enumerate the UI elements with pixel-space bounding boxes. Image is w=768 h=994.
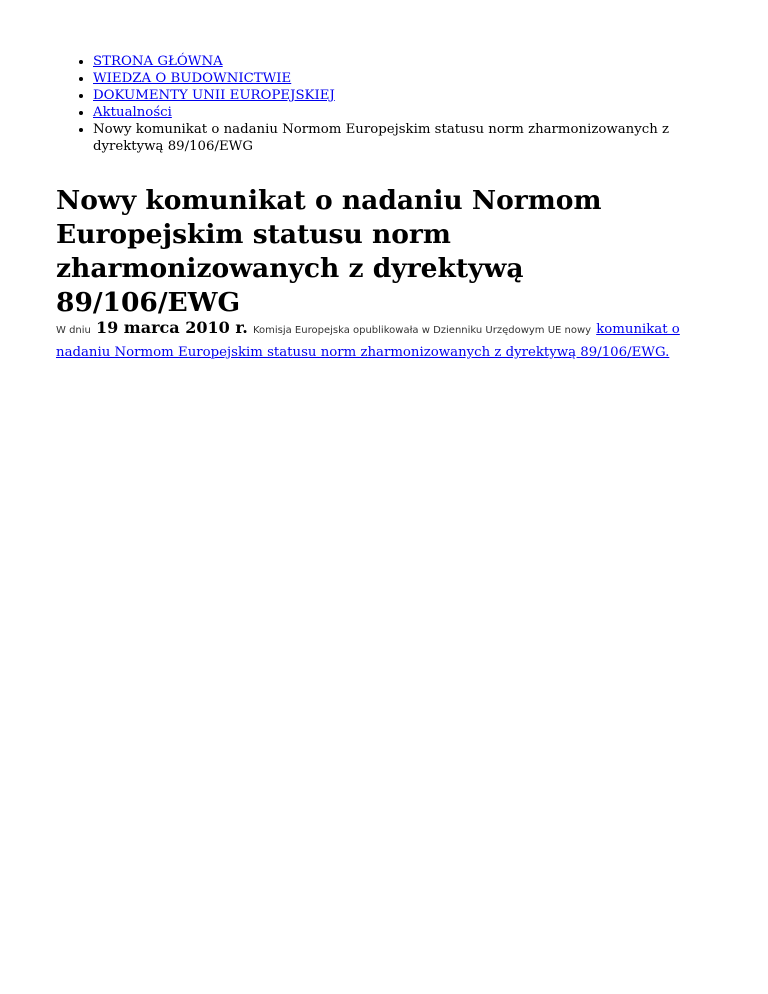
intro-middle: Komisja Europejska opublikowała w Dzienniku Urzędowym UE nowy [252, 325, 592, 336]
breadcrumb-link-news[interactable]: Aktualności [93, 105, 172, 120]
breadcrumb-current-label: Nowy komunikat o nadaniu Normom Europejskim statusu norm zharmonizowanych z dyrektywą 89/106/EWG [93, 122, 669, 154]
breadcrumb [56, 53, 716, 155]
intro-prefix: W dniu [56, 325, 91, 336]
breadcrumb-link-eu-documents[interactable]: DOKUMENTY UNII EUROPEJSKIEJ [93, 88, 335, 103]
page [56, 0, 716, 360]
breadcrumb-item-knowledge [93, 70, 716, 87]
breadcrumb-link-knowledge[interactable]: WIEDZA O BUDOWNICTWIE [93, 71, 292, 86]
publication-date: 19 marca 2010 r. [95, 318, 248, 337]
breadcrumb-item-current [93, 121, 716, 155]
page-title: Nowy komunikat o nadaniu Normom Europejskim statusu norm zharmonizowanych z dyrektywą 89/106/EWG [56, 185, 602, 318]
breadcrumb-item-eu-documents [93, 87, 716, 104]
breadcrumb-item-home [93, 53, 716, 70]
breadcrumb-item-news [93, 104, 716, 121]
communication-link[interactable]: komunikat o nadaniu Normom Europejskim statusu norm zharmonizowanych z dyrektywą 89/106/EWG. [56, 322, 680, 360]
breadcrumb-link-home[interactable]: STRONA GŁÓWNA [93, 54, 223, 69]
article-intro [56, 318, 716, 363]
